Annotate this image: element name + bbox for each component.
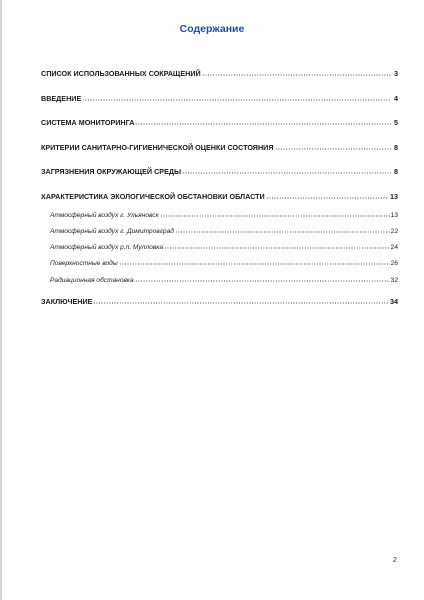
toc-dot-leader — [93, 298, 389, 304]
toc-entry-page: 22 — [390, 228, 398, 235]
toc-dot-leader — [135, 119, 391, 125]
toc-entry-criteria[interactable] — [41, 143, 398, 153]
toc-dot-leader — [82, 95, 391, 101]
toc-entry-monitoring-system[interactable] — [41, 118, 398, 128]
toc-entry-page: 26 — [390, 260, 398, 267]
toc-dot-leader — [275, 144, 391, 150]
toc-entry-label: ВВЕДЕНИЕ — [41, 94, 82, 103]
toc-entry-page: 13 — [390, 212, 398, 219]
toc-dot-leader — [266, 193, 389, 199]
toc-entry-label: Радиационная обстановка — [50, 277, 134, 284]
toc-entry-page: 4 — [394, 94, 398, 103]
toc-entry-label: ХАРАКТЕРИСТИКА ЭКОЛОГИЧЕСКОЙ ОБСТАНОВКИ ОБЛАСТИ — [41, 192, 265, 201]
toc-entry-page: 34 — [390, 297, 398, 306]
scan-edge-shadow — [0, 0, 2, 600]
toc-entry-pollution[interactable] — [41, 167, 398, 177]
toc-subentry-surface-water[interactable] — [50, 259, 398, 269]
toc-subentry-air-dimitrovgrad[interactable] — [50, 227, 398, 237]
toc-entry-page: 13 — [390, 192, 398, 201]
toc-entry-page: 8 — [394, 143, 398, 152]
toc-entry-introduction[interactable] — [41, 94, 398, 104]
toc-entry-label: СПИСОК ИСПОЛЬЗОВАННЫХ СОКРАЩЕНИЙ — [41, 69, 201, 78]
toc-entry-label: Атмосферный воздух г. Ульяновск — [50, 212, 159, 219]
toc-subentry-air-ulyanovsk[interactable] — [50, 211, 398, 221]
toc-entry-label: Атмосферный воздух р.п. Мулловка — [50, 244, 163, 251]
page-title: Содержание — [179, 23, 245, 35]
toc-entry-label: ЗАГРЯЗНЕНИЯ ОКРУЖАЮЩЕЙ СРЕДЫ — [41, 167, 182, 176]
toc-dot-leader — [135, 276, 390, 282]
toc-dot-leader — [182, 168, 391, 174]
toc-entry-label: Атмосферный воздух г. Димитровград — [50, 228, 174, 235]
toc-dot-leader — [175, 227, 390, 233]
toc-entry-label: Поверхностные воды — [50, 260, 118, 267]
toc-entry-conclusion[interactable] — [41, 297, 398, 307]
toc-entry-page: 32 — [390, 277, 398, 284]
toc-subentry-radiation[interactable] — [50, 276, 398, 286]
toc-dot-leader — [160, 211, 390, 217]
toc-dot-leader — [164, 243, 390, 249]
toc-entry-label: ЗАКЛЮЧЕНИЕ — [41, 297, 93, 306]
toc-dot-leader — [119, 259, 390, 265]
page-number: 2 — [393, 557, 397, 564]
toc-entry-label: КРИТЕРИИ САНИТАРНО-ГИГИЕНИЧЕСКОЙ ОЦЕНКИ СОСТОЯНИЯ — [41, 143, 274, 152]
toc-entry-page: 5 — [394, 118, 398, 127]
toc-entry-label: СИСТЕМА МОНИТОРИНГА — [41, 118, 135, 127]
toc-entry-ecological-situation[interactable] — [41, 192, 398, 202]
toc-dot-leader — [202, 70, 391, 76]
toc-entry-abbreviations[interactable] — [41, 69, 398, 79]
toc-entry-page: 8 — [394, 167, 398, 176]
toc-entry-page: 3 — [394, 69, 398, 78]
toc-entry-page: 24 — [390, 244, 398, 251]
toc-subentry-air-mullovka[interactable] — [50, 243, 398, 253]
